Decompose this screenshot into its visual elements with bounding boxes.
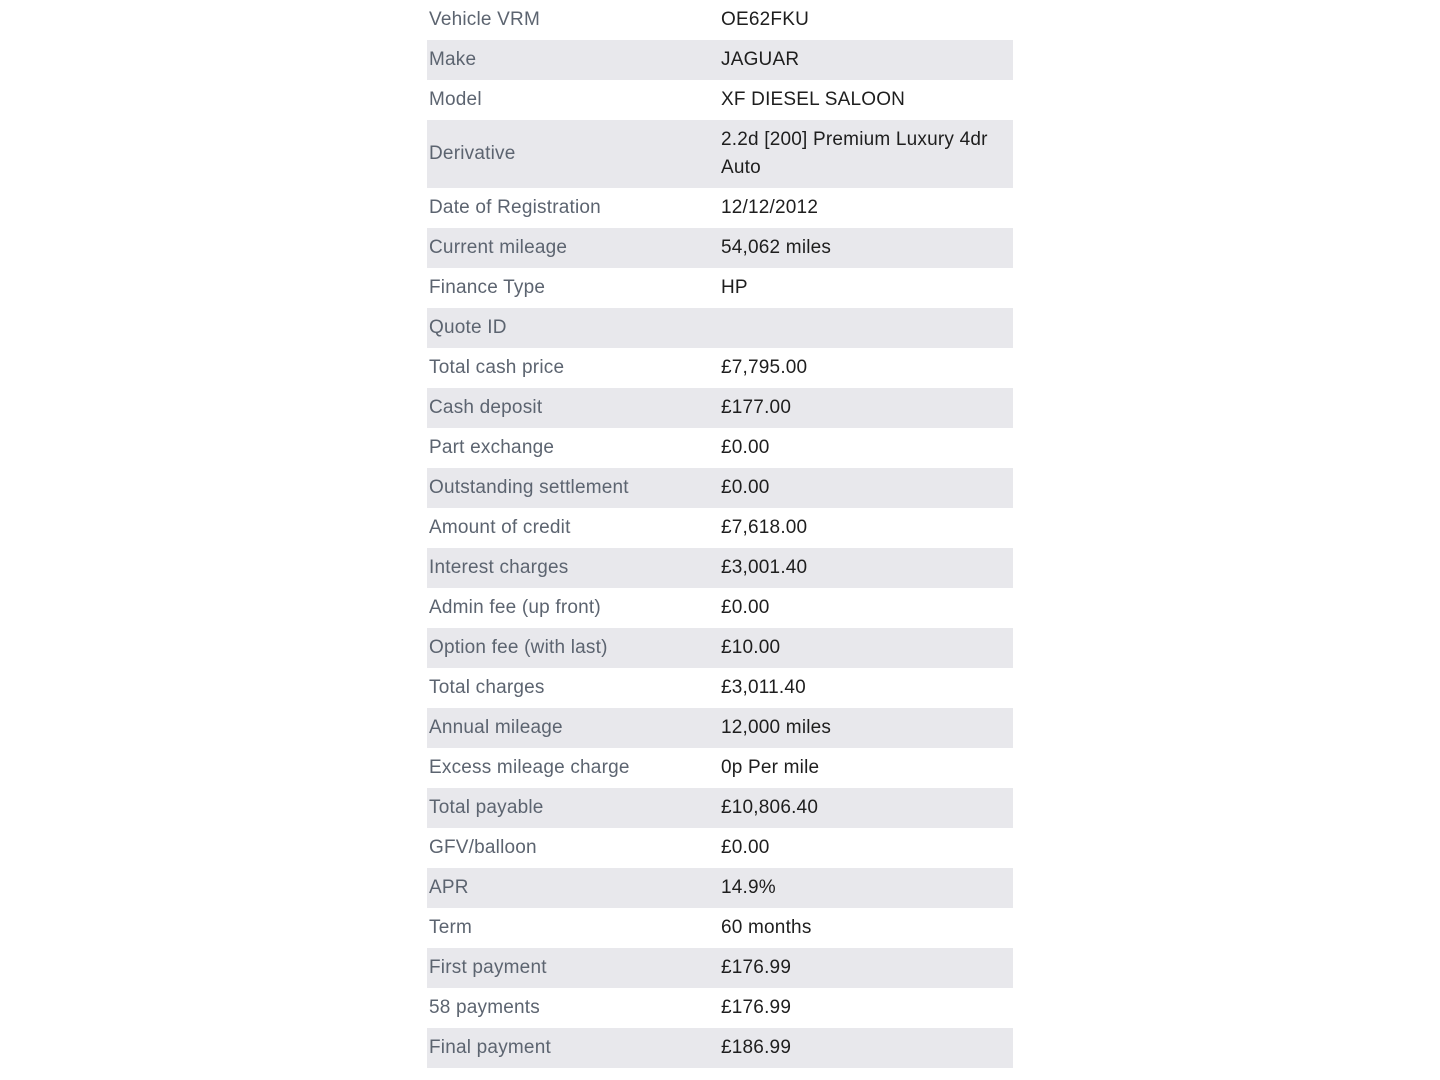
row-value: £0.00 (721, 477, 770, 498)
row-label: First payment (429, 957, 547, 978)
row-final-payment (427, 1028, 1013, 1068)
row-value: £3,001.40 (721, 557, 808, 578)
row-label: Total charges (429, 677, 545, 698)
row-value: JAGUAR (721, 49, 800, 70)
row-value: £10,806.40 (721, 797, 819, 818)
row-outstanding-settlement (427, 468, 1013, 508)
row-cash-deposit (427, 388, 1013, 428)
row-admin-fee (427, 588, 1013, 628)
row-value: OE62FKU (721, 9, 809, 30)
row-quote-id (427, 308, 1013, 348)
row-finance-type (427, 268, 1013, 308)
row-value: £7,618.00 (721, 517, 808, 538)
row-value: £3,011.40 (721, 677, 806, 698)
row-value: XF DIESEL SALOON (721, 89, 906, 110)
row-label: Model (429, 89, 482, 110)
row-label: Part exchange (429, 437, 555, 458)
row-option-fee (427, 628, 1013, 668)
row-derivative (427, 120, 1013, 188)
row-label: Cash deposit (429, 397, 543, 418)
row-first-payment (427, 948, 1013, 988)
row-label: Make (429, 49, 477, 70)
row-label: Annual mileage (429, 717, 563, 738)
row-value: HP (721, 277, 748, 298)
row-label: Total payable (429, 797, 544, 818)
row-term (427, 908, 1013, 948)
row-value: £176.99 (721, 997, 792, 1018)
row-label: Term (429, 917, 473, 938)
row-value: 12/12/2012 (721, 197, 819, 218)
row-value: 2.2d [200] Premium Luxury 4dr Auto (721, 129, 988, 178)
row-value: £177.00 (721, 397, 792, 418)
row-label: Amount of credit (429, 517, 571, 538)
row-value: £7,795.00 (721, 357, 808, 378)
row-excess-mileage-charge (427, 748, 1013, 788)
row-label: Date of Registration (429, 197, 601, 218)
finance-details-table (427, 0, 1013, 1068)
row-label: Derivative (429, 143, 516, 164)
row-value: £176.99 (721, 957, 792, 978)
row-total-cash-price (427, 348, 1013, 388)
row-current-mileage (427, 228, 1013, 268)
row-label: Quote ID (429, 317, 507, 338)
row-label: Option fee (with last) (429, 637, 608, 658)
row-total-payable (427, 788, 1013, 828)
row-value: £10.00 (721, 637, 781, 658)
row-label: Total cash price (429, 357, 565, 378)
row-label: Vehicle VRM (429, 9, 540, 30)
row-label: Interest charges (429, 557, 569, 578)
row-value: 54,062 miles (721, 237, 832, 258)
row-value: £0.00 (721, 837, 770, 858)
row-value: £186.99 (721, 1037, 792, 1058)
row-date-of-registration (427, 188, 1013, 228)
row-gfv-balloon (427, 828, 1013, 868)
row-value: 0p Per mile (721, 757, 820, 778)
row-value: £0.00 (721, 597, 770, 618)
row-label: Admin fee (up front) (429, 597, 601, 618)
row-label: Final payment (429, 1037, 551, 1058)
row-amount-of-credit (427, 508, 1013, 548)
row-interest-charges (427, 548, 1013, 588)
row-value: 14.9% (721, 877, 776, 898)
row-label: 58 payments (429, 997, 540, 1018)
row-apr (427, 868, 1013, 908)
row-vehicle-vrm (427, 0, 1013, 40)
row-value: 12,000 miles (721, 717, 832, 738)
row-label: GFV/balloon (429, 837, 537, 858)
row-value: £0.00 (721, 437, 770, 458)
row-annual-mileage (427, 708, 1013, 748)
row-label: Finance Type (429, 277, 546, 298)
row-label: Excess mileage charge (429, 757, 630, 778)
row-total-charges (427, 668, 1013, 708)
row-label: Current mileage (429, 237, 568, 258)
row-part-exchange (427, 428, 1013, 468)
row-label: Outstanding settlement (429, 477, 629, 498)
row-58-payments (427, 988, 1013, 1028)
row-model (427, 80, 1013, 120)
row-value: 60 months (721, 917, 812, 938)
row-label: APR (429, 877, 469, 898)
row-make (427, 40, 1013, 80)
